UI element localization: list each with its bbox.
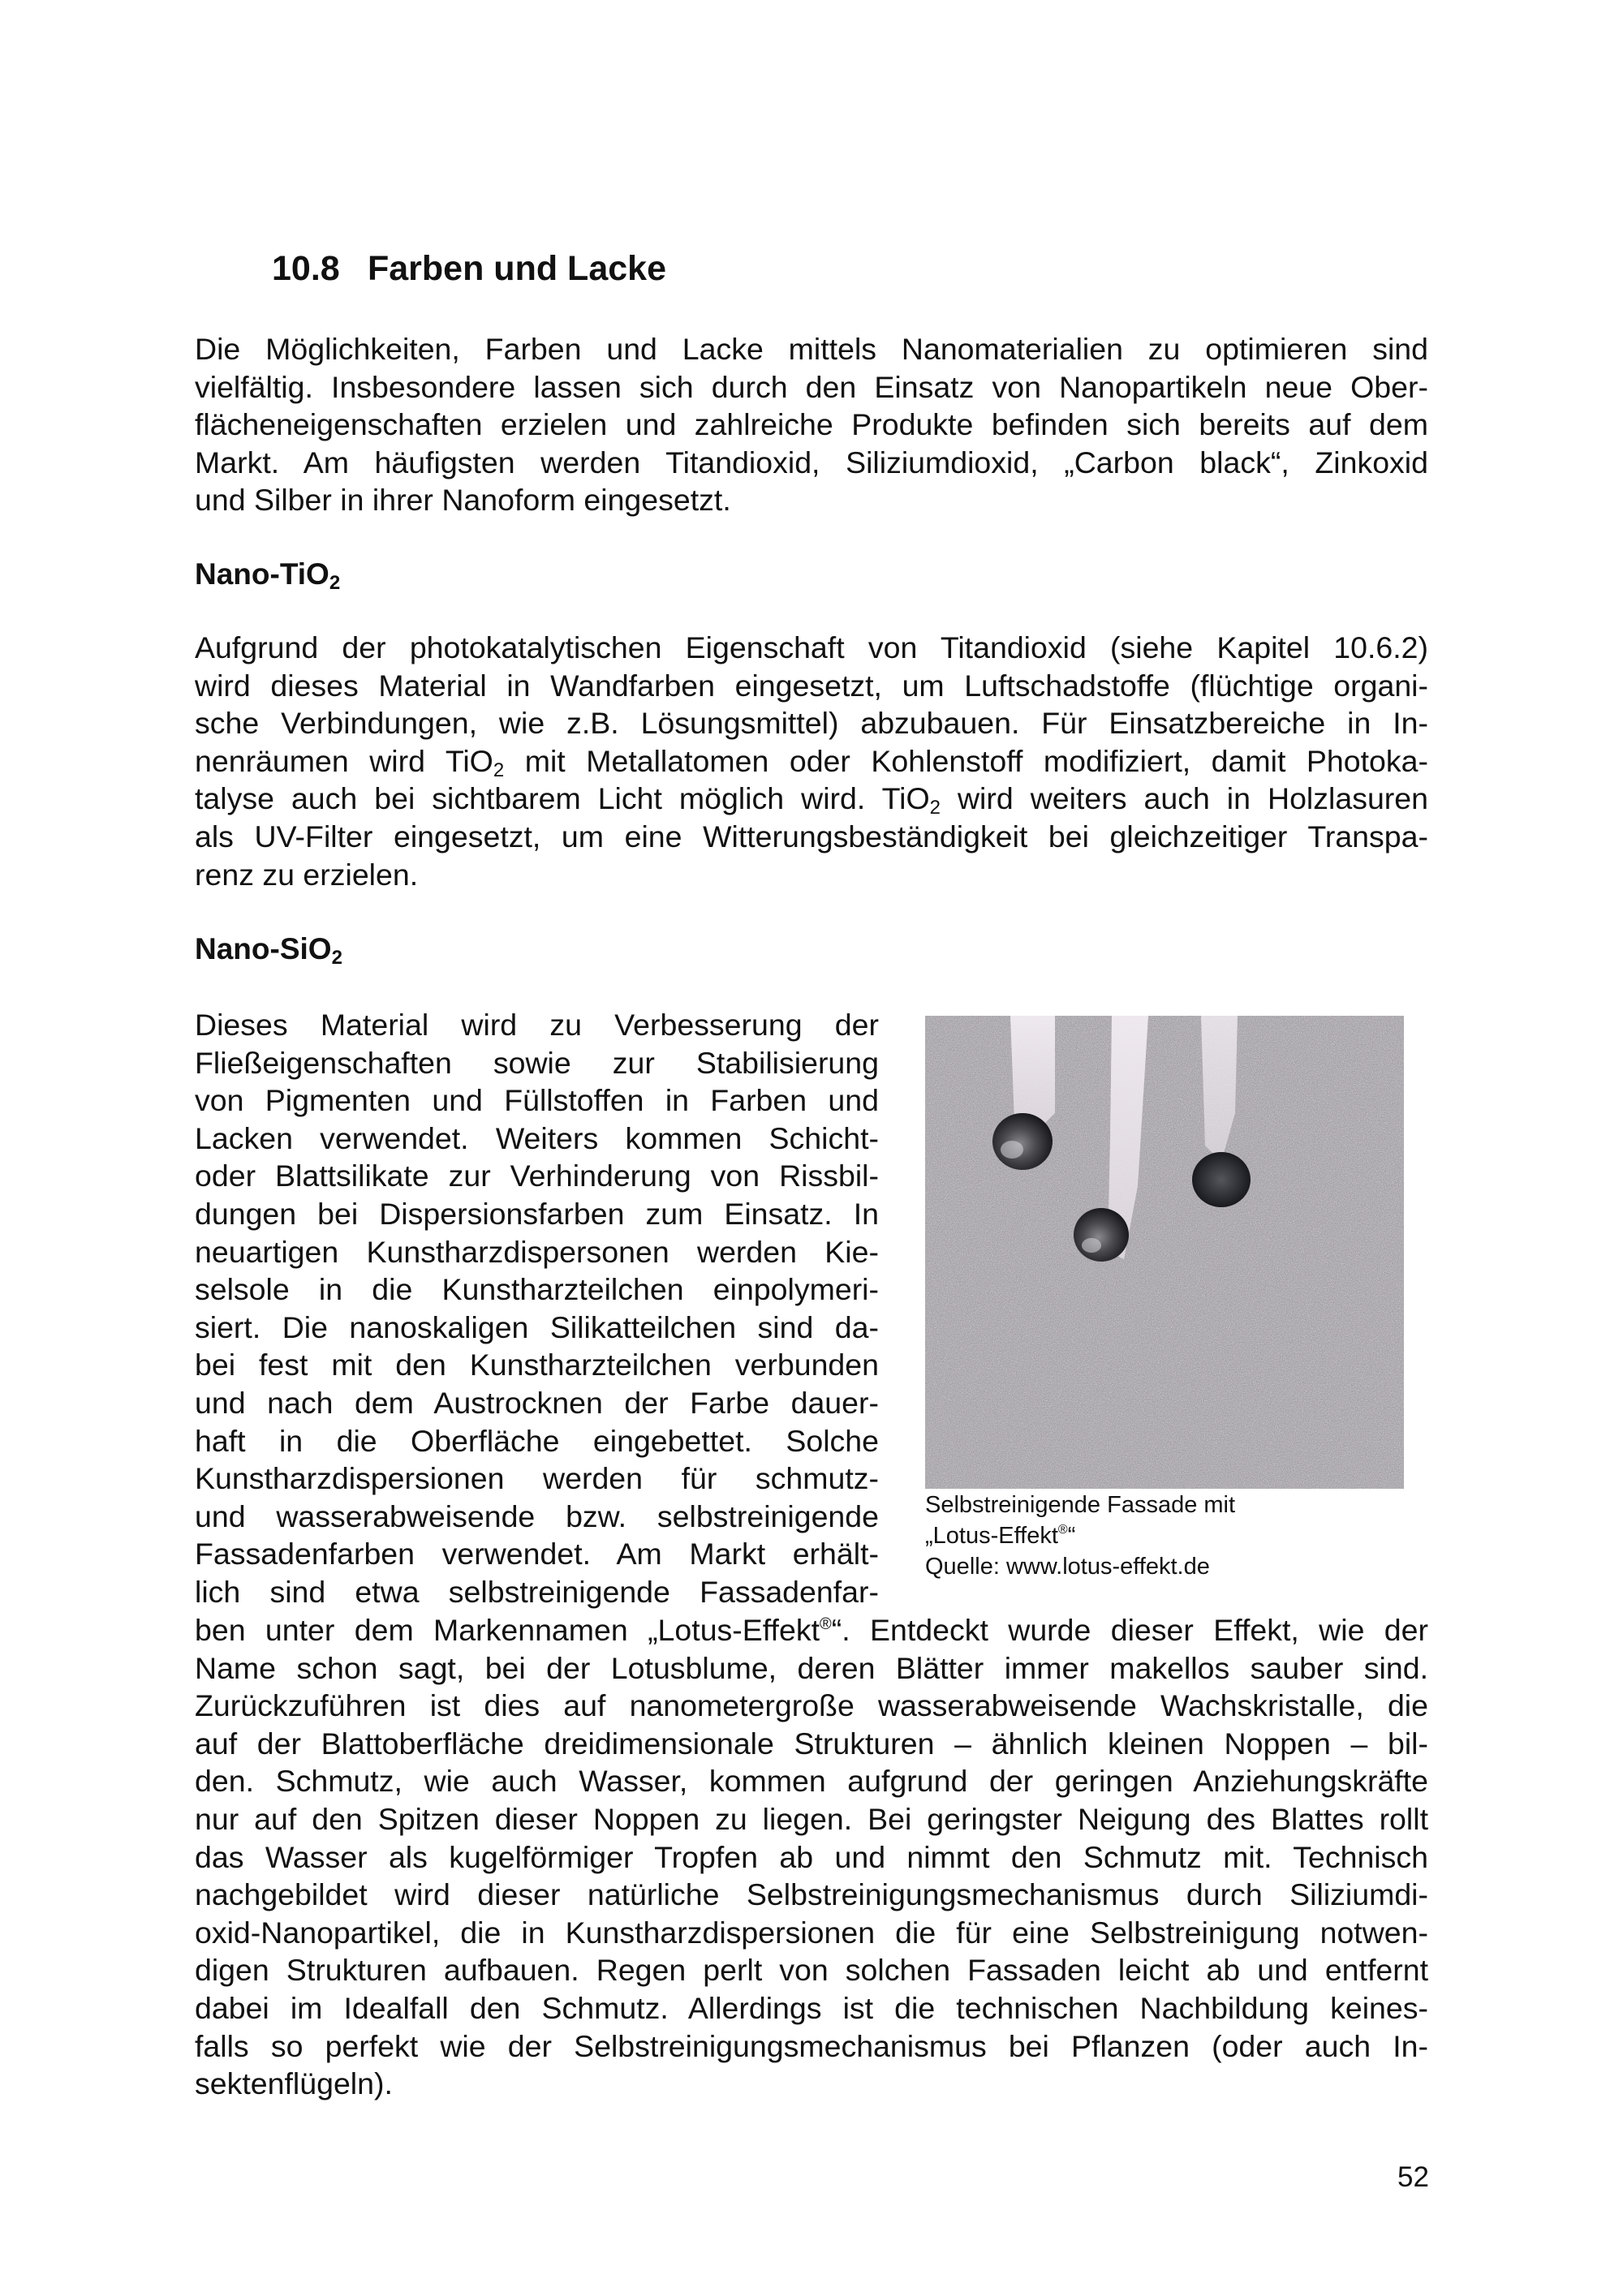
text-line: oder Blattsilikate zur Verhinderung von Rissbil-	[195, 1159, 879, 1193]
text-line: Name schon sagt, bei der Lotusblume, deren Blätter immer makellos sauber sind.	[195, 1650, 1428, 1685]
text-line: Markt. Am häufigsten werden Titandioxid, Siliziumdioxid, „Carbon black“, Zinkoxid	[195, 445, 1428, 479]
section-title: Farben und Lacke	[368, 249, 666, 288]
text-line: dungen bei Dispersionsfarben zum Einsatz. In	[195, 1196, 879, 1231]
text-line: sche Verbindungen, wie z.B. Lösungsmittel) abzubauen. Für Einsatzbereiche in In-	[195, 706, 1428, 741]
subheading-tio2	[195, 556, 340, 593]
text-line: und Silber in ihrer Nanoform eingesetzt.	[195, 483, 731, 518]
text-run: talyse auch bei sichtbarem Licht möglich wird. TiO	[195, 781, 930, 816]
photo-illustration	[925, 1016, 1404, 1489]
lotus-effect-photo	[925, 1016, 1404, 1489]
subheading-sio2	[195, 931, 342, 968]
text-line: sektenflügeln).	[195, 2066, 393, 2101]
subheading-text: Nano-TiO	[195, 557, 329, 591]
text-line: Dieses Material wird zu Verbesserung der	[195, 1008, 879, 1042]
text-line: falls so perfekt wie der Selbstreinigungsmechanismus bei Pflanzen (oder auch In-	[195, 2028, 1428, 2063]
caption-line	[925, 1520, 1235, 1551]
text-run: wird weiters auch in Holzlasuren	[940, 781, 1428, 816]
text-line: und wasserabweisende bzw. selbstreinigende	[195, 1498, 879, 1533]
caption-line: Selbstreinigende Fassade mit	[925, 1492, 1236, 1518]
subscript: 2	[329, 572, 341, 594]
water-droplet	[992, 1113, 1053, 1170]
subscript: 2	[331, 947, 342, 969]
text-line: als UV-Filter eingesetzt, um eine Witterungsbeständigkeit bei gleichzeitiger Transpa-	[195, 819, 1428, 853]
text-line: vielfältig. Insbesondere lassen sich durch den Einsatz von Nanopartikeln neue Ober-	[195, 369, 1428, 404]
registered-mark: ®	[819, 1615, 832, 1633]
figure-caption	[925, 1490, 1235, 1582]
text-line	[195, 1611, 1428, 1649]
text-run: nenräumen wird TiO	[195, 743, 493, 778]
text-line: renz zu erzielen.	[195, 857, 419, 892]
text-line: dabei im Idealfall den Schmutz. Allerdings ist die technischen Nachbildung keines-	[195, 1990, 1428, 2025]
caption-source: Quelle: www.lotus-effekt.de	[925, 1554, 1210, 1580]
sio2-paragraph-full	[195, 1611, 1428, 2103]
section-number: 10.8	[272, 249, 340, 288]
text-line: nachgebildet wird dieser natürliche Selbstreinigungsmechanismus durch Siliziumdi-	[195, 1877, 1428, 1912]
text-run: “. Entdeckt wurde dieser Effekt, wie der	[831, 1613, 1428, 1647]
subheading-text: Nano-SiO	[195, 932, 332, 965]
text-line: Kunstharzdispersionen werden für schmutz-	[195, 1461, 879, 1496]
text-line: oxid-Nanopartikel, die in Kunstharzdispersionen die für eine Selbstreinigung notwen-	[195, 1915, 1428, 1950]
text-line: nur auf den Spitzen dieser Noppen zu liegen. Bei geringster Neigung des Blattes rollt	[195, 1801, 1428, 1836]
text-line	[195, 780, 1428, 818]
water-droplet	[1074, 1208, 1129, 1262]
text-line: flächeneigenschaften erzielen und zahlreiche Produkte befinden sich bereits auf dem	[195, 407, 1428, 442]
text-line: Fließeigenschaften sowie zur Stabilisierung	[195, 1045, 879, 1080]
text-line: bei fest mit den Kunstharzteilchen verbunden	[195, 1348, 879, 1382]
text-line: digen Strukturen aufbauen. Regen perlt von solchen Fassaden leicht ab und entfernt	[195, 1953, 1428, 1988]
subscript: 2	[929, 797, 941, 819]
text-line: selsole in die Kunstharzteilchen einpolymeri-	[195, 1272, 879, 1307]
text-line: neuartigen Kunstharzdispersonen werden Kie-	[195, 1234, 879, 1269]
text-line: lich sind etwa selbstreinigende Fassadenfar-	[195, 1574, 879, 1609]
text-line: wird dieses Material in Wandfarben eingesetzt, um Luftschadstoffe (flüchtige organi-	[195, 668, 1428, 703]
text-line: den. Schmutz, wie auch Wasser, kommen aufgrund der geringen Anziehungskräfte	[195, 1764, 1428, 1799]
subscript: 2	[493, 759, 505, 781]
text-line: und nach dem Austrocknen der Farbe dauer-	[195, 1385, 879, 1420]
section-heading	[272, 248, 666, 289]
text-line: von Pigmenten und Füllstoffen in Farben und	[195, 1083, 879, 1118]
text-line: haft in die Oberfläche eingebettet. Solche	[195, 1423, 879, 1458]
text-line: Lacken verwendet. Weiters kommen Schicht-	[195, 1120, 879, 1155]
text-run: ben unter dem Markennamen „Lotus-Effekt	[195, 1613, 820, 1647]
text-line: siert. Die nanoskaligen Silikatteilchen sind da-	[195, 1309, 879, 1344]
water-droplet	[1192, 1152, 1251, 1207]
text-run: “	[1067, 1523, 1076, 1549]
text-run: mit Metallatomen oder Kohlenstoff modifiziert, damit Photoka-	[504, 743, 1428, 778]
text-line: Aufgrund der photokatalytischen Eigenschaft von Titandioxid (siehe Kapitel 10.6.2)	[195, 630, 1428, 664]
text-run: „Lotus-Effekt	[925, 1523, 1058, 1549]
text-line: Zurückzuführen ist dies auf nanometergroße wasserabweisende Wachskristalle, die	[195, 1688, 1428, 1723]
text-line: das Wasser als kugelförmiger Tropfen ab und nimmt den Schmutz mit. Technisch	[195, 1839, 1428, 1874]
page-number: 52	[1397, 2161, 1429, 2193]
tio2-paragraph	[195, 629, 1428, 893]
text-line: auf der Blattoberfläche dreidimensionale Strukturen – ähnlich kleinen Noppen – bil-	[195, 1726, 1428, 1761]
text-line: Die Möglichkeiten, Farben und Lacke mittels Nanomaterialien zu optimieren sind	[195, 332, 1428, 366]
registered-mark: ®	[1057, 1523, 1068, 1537]
text-line: Fassadenfarben verwendet. Am Markt erhält-	[195, 1537, 879, 1572]
sio2-paragraph-wrapped	[195, 1006, 879, 1611]
intro-paragraph	[195, 330, 1428, 519]
text-line	[195, 742, 1428, 780]
